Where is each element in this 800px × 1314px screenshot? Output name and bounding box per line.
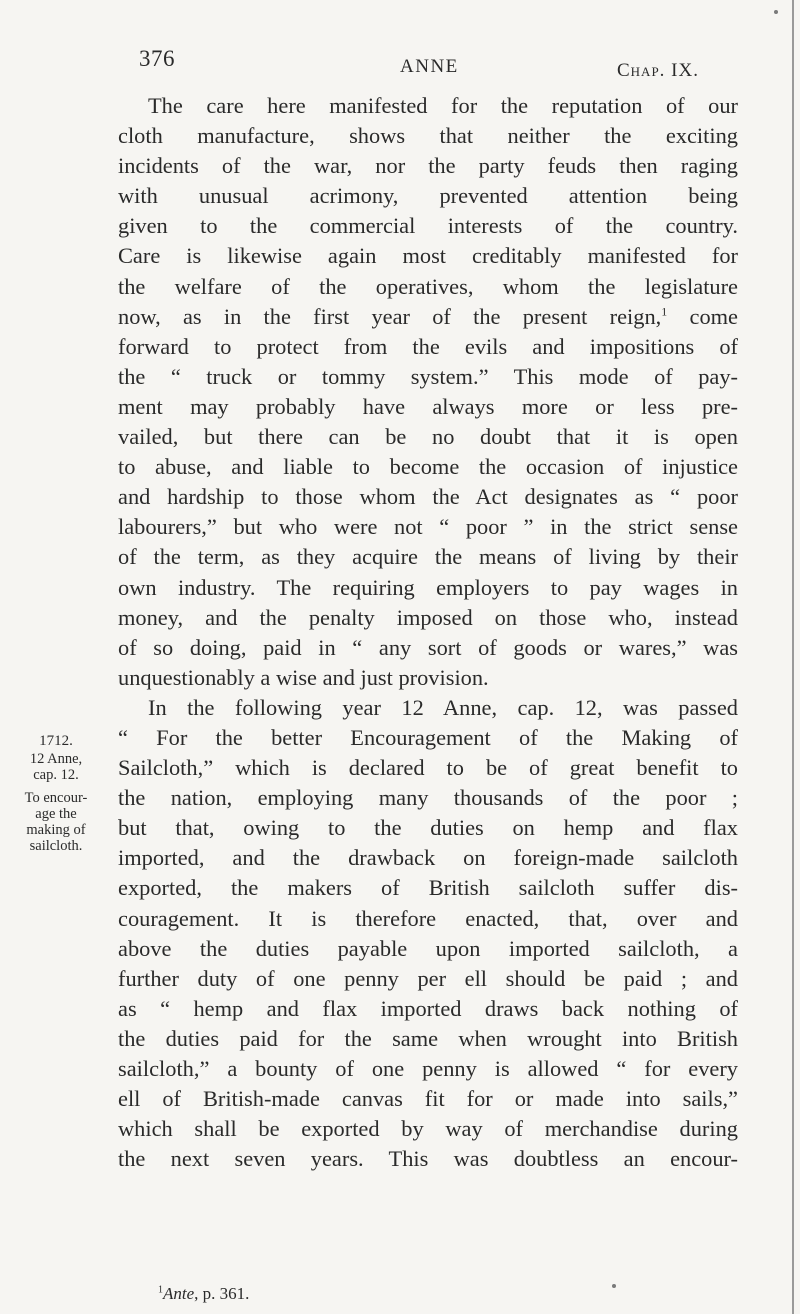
text-line: Care is likewise again most creditably manifested for xyxy=(118,243,738,269)
text-line: cloth manufacture, shows that neither the exciting xyxy=(118,123,738,149)
text-line: couragement. It is therefore enacted, that, over and xyxy=(118,905,738,931)
text-line: exported, the makers of British sailcloth suffer dis- xyxy=(118,875,738,901)
text-line-start: now, as in the first year of the present reign, xyxy=(118,303,662,329)
text-line: “ For the better Encouragement of the Making of xyxy=(118,724,738,750)
text-line: own industry. The requiring employers to pay wages in xyxy=(118,574,738,600)
speck xyxy=(612,1284,616,1288)
text-line: to abuse, and liable to become the occasion of injustice xyxy=(118,454,738,480)
running-title: ANNE xyxy=(400,56,459,77)
footnote-mark: 1 xyxy=(158,1284,163,1296)
footnote-reference: 1 xyxy=(661,304,668,319)
text-line: with unusual acrimony, prevented attention being xyxy=(118,183,738,209)
text-line-end: come xyxy=(667,303,738,329)
text-line: of so doing, paid in “ any sort of goods or wares,” was xyxy=(118,634,738,660)
text-line: incidents of the war, nor the party feuds then raging xyxy=(118,153,738,179)
text-line: Sailcloth,” which is declared to be of great benefit to xyxy=(118,755,738,781)
text-line: of the term, as they acquire the means of living by their xyxy=(118,544,738,570)
footnote xyxy=(158,1284,249,1304)
text-line: further duty of one penny per ell should be paid ; and xyxy=(118,965,738,991)
text-line: as “ hemp and flax imported draws back nothing of xyxy=(118,995,738,1021)
margin-note-line: making of xyxy=(26,822,86,838)
margin-note-line: cap. 12. xyxy=(33,767,79,783)
page-edge-line xyxy=(792,0,794,1314)
text-line: sailcloth,” a bounty of one penny is allowed “ for every xyxy=(118,1056,738,1081)
margin-note-line: age the xyxy=(35,806,77,822)
text-line: the “ truck or tommy system.” This mode of pay- xyxy=(118,363,738,389)
text-line: money, and the penalty imposed on those who, instead xyxy=(118,604,738,630)
chapter-label: Chap. IX. xyxy=(617,60,699,81)
margin-note-year: 1712. xyxy=(39,733,73,749)
text-line: ell of British-made canvas fit for or made into sails,” xyxy=(118,1086,738,1112)
text-line: the welfare of the operatives, whom the legislature xyxy=(118,273,738,299)
text-line: imported, and the drawback on foreign-made sailcloth xyxy=(118,845,738,871)
text-line: the duties paid for the same when wrought into British xyxy=(118,1025,738,1051)
running-head xyxy=(0,46,800,86)
text-line: vailed, but there can be no doubt that it is open xyxy=(118,424,738,450)
text-line: labourers,” but who were not “ poor ” in the strict sense xyxy=(118,514,738,540)
text-line: the nation, employing many thousands of the poor ; xyxy=(118,785,738,811)
text-line: The care here manifested for the reputation of our xyxy=(148,93,738,118)
margin-note-topic xyxy=(0,790,112,854)
page-number: 376 xyxy=(139,46,175,71)
text-line: unquestionably a wise and just provision. xyxy=(118,664,489,690)
margin-note-line: To encour- xyxy=(24,790,88,806)
text-line: which shall be exported by way of merchandise during xyxy=(118,1116,738,1142)
text-line-with-footnote-ref xyxy=(118,302,738,332)
margin-note-line: sailcloth. xyxy=(29,838,83,854)
text-line: forward to protect from the evils and impositions of xyxy=(118,333,738,359)
body-text xyxy=(118,91,738,1174)
text-line: given to the commercial interests of the country. xyxy=(118,213,738,239)
text-line: and hardship to those whom the Act designates as “ poor xyxy=(118,484,738,510)
text-line: the next seven years. This was doubtless an encour- xyxy=(118,1146,738,1172)
text-line: above the duties payable upon imported sailcloth, a xyxy=(118,935,738,961)
speck xyxy=(774,10,778,14)
margin-note-line: 12 Anne, xyxy=(29,751,83,767)
text-line: In the following year 12 Anne, cap. 12, was passed xyxy=(148,694,738,720)
text-line: ment may probably have always more or less pre- xyxy=(118,393,738,419)
footnote-ante: Ante xyxy=(163,1284,195,1303)
margin-note-statute xyxy=(0,751,112,783)
footnote-page-ref: , p. 361. xyxy=(194,1284,250,1303)
text-line: but that, owing to the duties on hemp and flax xyxy=(118,815,738,841)
